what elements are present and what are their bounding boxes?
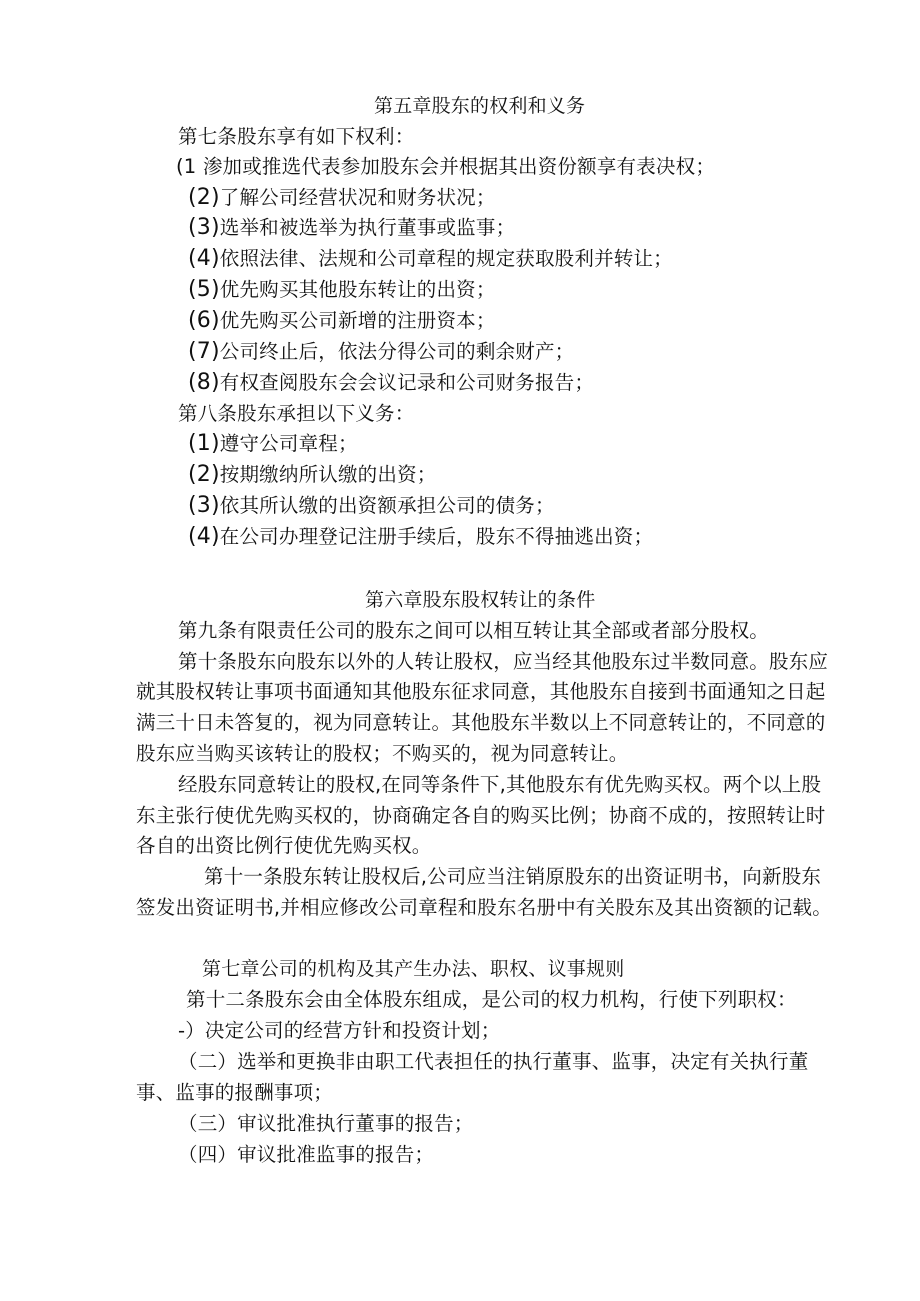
- article-10-line-3: 满三十日未答复的，视为同意转让。其他股东半数以上不同意转让的，不同意的: [136, 711, 826, 734]
- article-7: 第七条股东享有如下权利：: [178, 125, 415, 148]
- chapter-6-title: 第六章股东股权转让的条件: [365, 589, 596, 611]
- right-1: (1 渗加或推选代表参加股东会并根据其出资份额享有表决权；: [176, 155, 716, 178]
- right-6: (6)优先购买公司新增的注册资本；: [188, 308, 496, 333]
- duty-2: (2)按期缴纳所认缴的出资；: [188, 462, 437, 487]
- article-10-para-2-line-1: 经股东同意转让的股权,在同等条件下,其他股东有优先购买权。两个以上股: [178, 773, 822, 796]
- right-2: (2)了解公司经营状况和财务状况；: [188, 185, 496, 210]
- duty-1: (1)遵守公司章程；: [188, 431, 358, 456]
- right-7: (7)公司终止后，依法分得公司的剩余财产；: [188, 339, 575, 364]
- article-12: 第十二条股东会由全体股东组成，是公司的权力机构，行使下列职权：: [186, 988, 797, 1011]
- article-11-line-2: 签发出资证明书,并相应修改公司章程和股东名册中有关股东及其出资额的记载。: [136, 896, 832, 919]
- item-4: （四）审议批准监事的报告；: [178, 1143, 435, 1166]
- right-8: (8)有权查阅股东会会议记录和公司财务报告；: [188, 370, 595, 395]
- article-10-para-2-line-3: 各自的出资比例行使优先购买权。: [136, 834, 432, 857]
- article-9: 第九条有限责任公司的股东之间可以相互转让其全部或者部分股权。: [178, 619, 770, 642]
- item-1: -）决定公司的经营方针和投资计划；: [178, 1019, 501, 1042]
- item-3: （三）审议批准执行董事的报告；: [178, 1112, 474, 1135]
- article-10-line-1: 第十条股东向股东以外的人转让股权，应当经其他股东过半数同意。股东应: [178, 650, 829, 673]
- chapter-5-title: 第五章股东的权利和义务: [374, 95, 586, 117]
- duty-3: (3)依其所认缴的出资额承担公司的债务；: [188, 493, 555, 518]
- duty-4: (4)在公司办理登记注册手续后，股东不得抽逃出资；: [188, 524, 654, 549]
- article-10-line-4: 股东应当购买该转让的股权；不购买的，视为同意转让。: [136, 742, 629, 765]
- article-10-para-2-line-2: 东主张行使优先购买权的，协商确定各自的购买比例；协商不成的，按照转让时: [136, 804, 826, 827]
- right-4: (4)依照法律、法规和公司章程的规定获取股利并转让；: [188, 246, 673, 271]
- article-10-line-2: 就其股权转让事项书面通知其他股东征求同意，其他股东自接到书面通知之日起: [136, 680, 826, 703]
- item-2-line-2: 事、监事的报酬事项；: [136, 1081, 334, 1104]
- right-3: (3)选举和被选举为执行董事或监事；: [188, 215, 516, 240]
- chapter-7-title: 第七章公司的机构及其产生办法、职权、议事规则: [202, 958, 625, 980]
- article-11-line-1: 第十一条股东转让股权后,公司应当注销原股东的出资证明书，向新股东: [204, 865, 822, 888]
- item-2-line-1: （二）选举和更换非由职工代表担任的执行董事、监事，决定有关执行董: [178, 1050, 809, 1073]
- article-8: 第八条股东承担以下义务：: [178, 402, 415, 425]
- right-5: (5)优先购买其他股东转让的出资；: [188, 277, 496, 302]
